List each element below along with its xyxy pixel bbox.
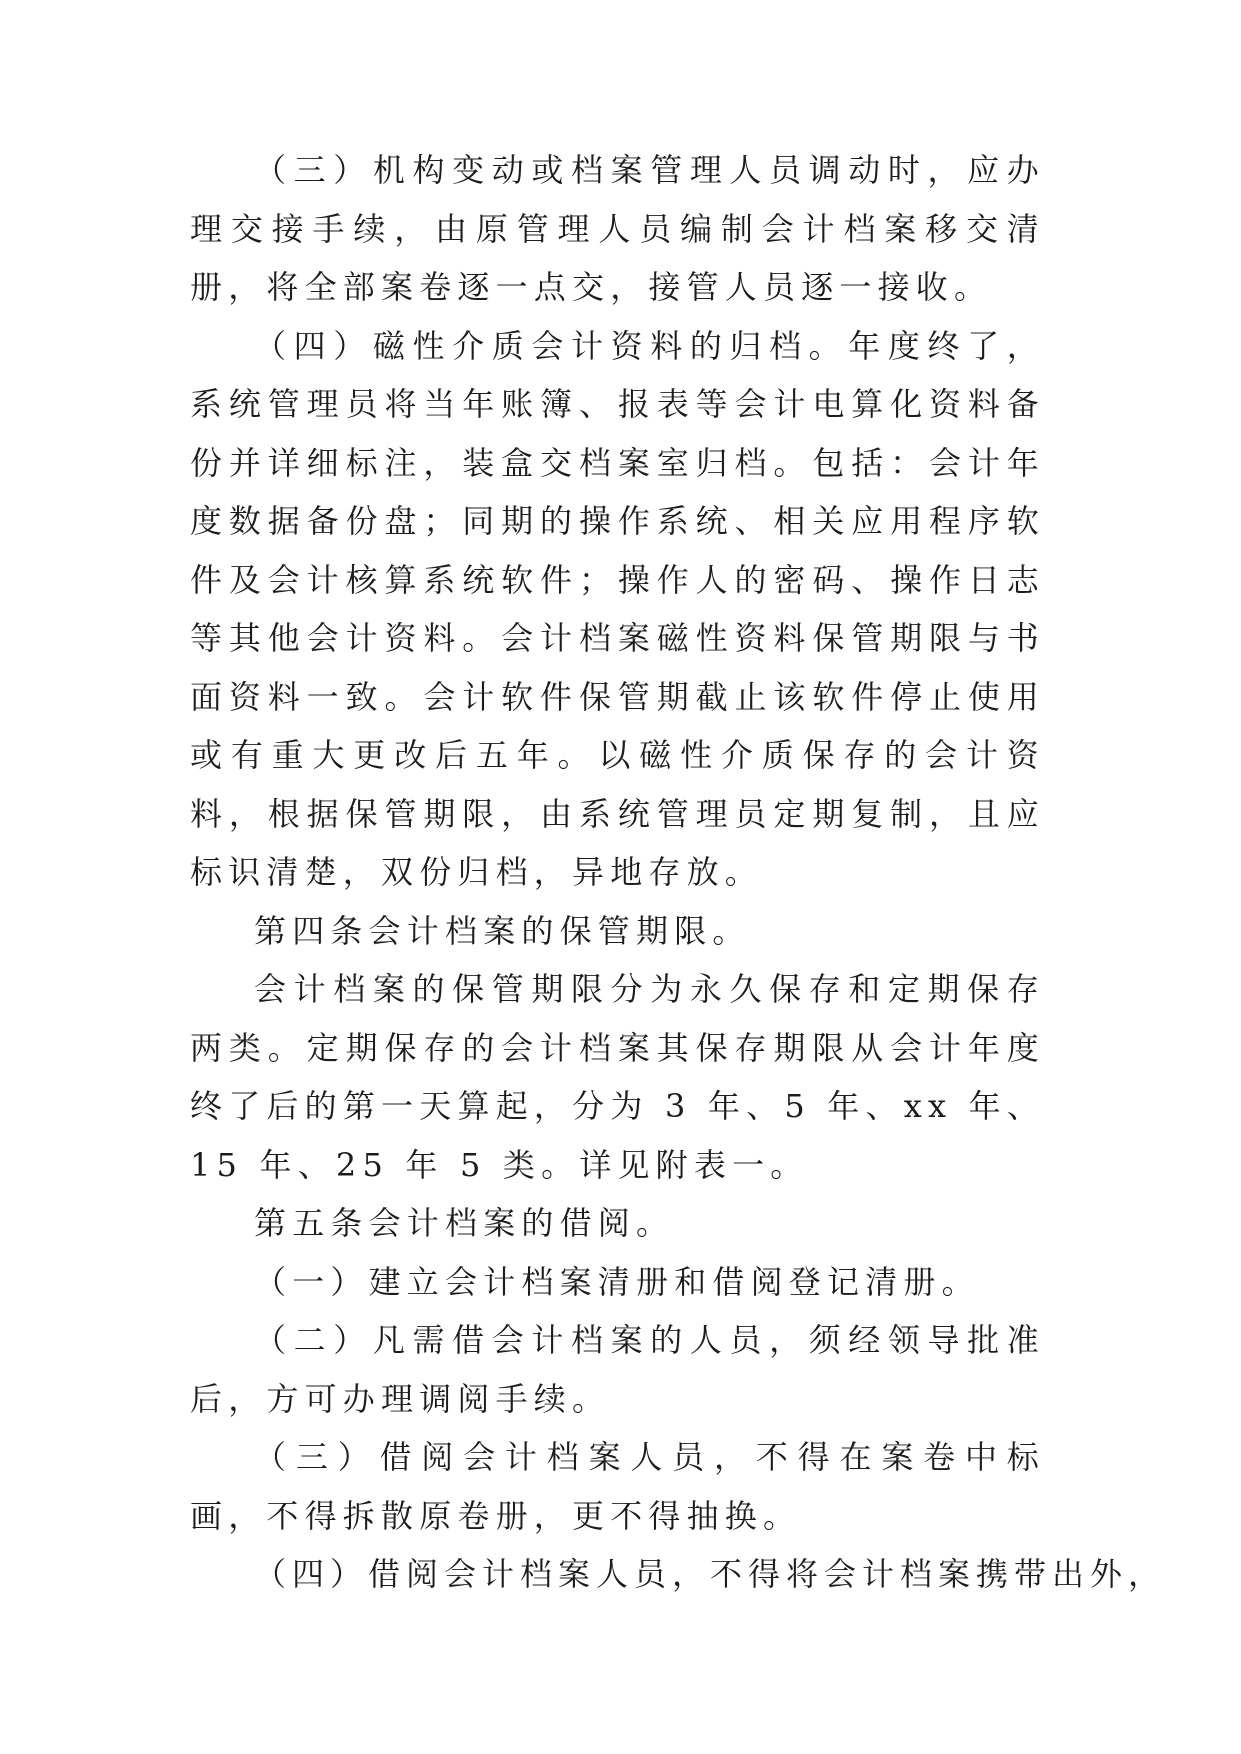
paragraph-handover: （三）机构变动或档案管理人员调动时，应办理交接手续，由原管理人员编制会计档案移交清册，将全部案卷逐一点交，接管人员逐一接收。	[190, 151, 1045, 306]
paragraph-borrow-register: （一）建立会计档案清册和借阅登记清册。	[254, 1262, 980, 1301]
paragraph-magnetic-media: （四）磁性介质会计资料的归档。年度终了，系统管理员将当年账簿、报表等会计电算化资料备份并详细标注，装盒交档案室归档。包括：会计年度数据备份盘；同期的操作系统、相关应用程序软件及会计核算系统软件；操作人的密码、操作日志等其他会计资料。会计档案磁性资料保管期限与书面资料一致。会计软件保管期截止该软件停止使用或有重大更改后五年。以磁性介质保存的会计资料，根据保管期限，由系统管理员定期复制，且应标识清楚，双份归档，异地存放。	[190, 326, 1045, 891]
paragraph-borrow-no-removal: （四）借阅会计档案人员，不得将会计档案携带出外，	[254, 1555, 1167, 1593]
paragraph-borrow-no-marking: （三）借阅会计档案人员，不得在案卷中标画，不得拆散原卷册，更不得抽换。	[190, 1438, 1045, 1535]
document-page	[190, 141, 1167, 1604]
article-4-heading: 第四条会计档案的保管期限。	[254, 911, 751, 950]
article-5-heading: 第五条会计档案的借阅。	[254, 1204, 675, 1242]
paragraph-retention-period: 会计档案的保管期限分为永久保存和定期保存两类。定期保存的会计档案其保存期限从会计年度终了后的第一天算起，分为 3 年、5 年、xx 年、15 年、25 年 5 类。详见附表一。	[190, 970, 1045, 1184]
paragraph-borrow-approval: （二）凡需借会计档案的人员，须经领导批准后，方可办理调阅手续。	[190, 1321, 1045, 1418]
